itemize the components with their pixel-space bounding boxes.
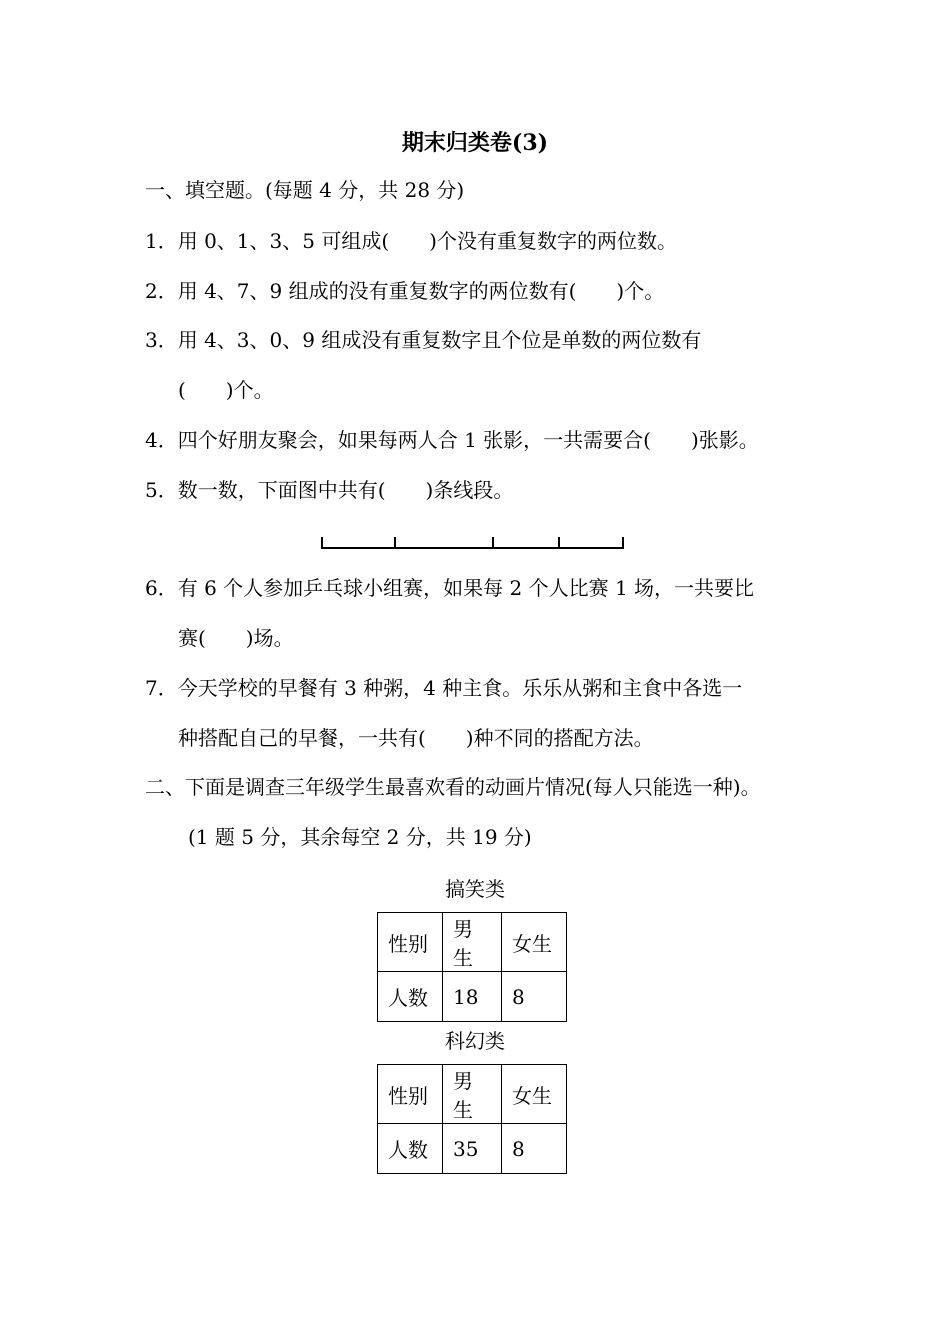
table2-caption: 科幻类: [445, 1029, 505, 1053]
table-cell: 女生: [502, 913, 567, 972]
table-row: [378, 972, 567, 1022]
scifi-table: [377, 1064, 567, 1174]
line-segment-figure: [320, 533, 626, 551]
table-cell: 性别: [378, 1065, 443, 1124]
table-cell: 35: [443, 1124, 502, 1174]
section1-heading: 一、填空题。(每题 4 分，共 28 分): [145, 178, 465, 202]
question-3-line2: ( )个。: [178, 378, 274, 402]
section2-heading: 二、下面是调查三年级学生最喜欢看的动画片情况(每人只能选一种)。: [145, 775, 761, 799]
table-cell: 8: [502, 972, 567, 1022]
table-row: [378, 1124, 567, 1174]
table1-caption: 搞笑类: [445, 877, 505, 901]
table-cell: 18: [443, 972, 502, 1022]
table-cell: 男生: [443, 1065, 502, 1124]
table-cell: 男生: [443, 913, 502, 972]
question-2: 2．用 4、7、9 组成的没有重复数字的两位数有( )个。: [145, 279, 665, 303]
question-3-line1: 3．用 4、3、0、9 组成没有重复数字且个位是单数的两位数有: [145, 328, 702, 352]
table-cell: 性别: [378, 913, 443, 972]
table-cell: 8: [502, 1124, 567, 1174]
question-6-line2: 赛( )场。: [178, 626, 294, 650]
table-row: [378, 913, 567, 972]
question-7-line1: 7．今天学校的早餐有 3 种粥，4 种主食。乐乐从粥和主食中各选一: [145, 676, 743, 700]
table-cell: 女生: [502, 1065, 567, 1124]
table-cell: 人数: [378, 1124, 443, 1174]
question-5: 5．数一数，下面图中共有( )条线段。: [145, 478, 514, 502]
page-title: 期末归类卷(3): [401, 130, 549, 156]
table-row: [378, 1065, 567, 1124]
question-6-line1: 6．有 6 个人参加乒乓球小组赛，如果每 2 个人比赛 1 场，一共要比: [145, 576, 755, 600]
section2-subheading: (1 题 5 分，其余每空 2 分，共 19 分): [188, 825, 532, 849]
question-4: 4．四个好朋友聚会，如果每两人合 1 张影，一共需要合( )张影。: [145, 428, 759, 452]
table-cell: 人数: [378, 972, 443, 1022]
question-7-line2: 种搭配自己的早餐，一共有( )种不同的搭配方法。: [178, 726, 654, 750]
question-1: 1．用 0、1、3、5 可组成( )个没有重复数字的两位数。: [145, 229, 677, 253]
comedy-table: [377, 912, 567, 1022]
